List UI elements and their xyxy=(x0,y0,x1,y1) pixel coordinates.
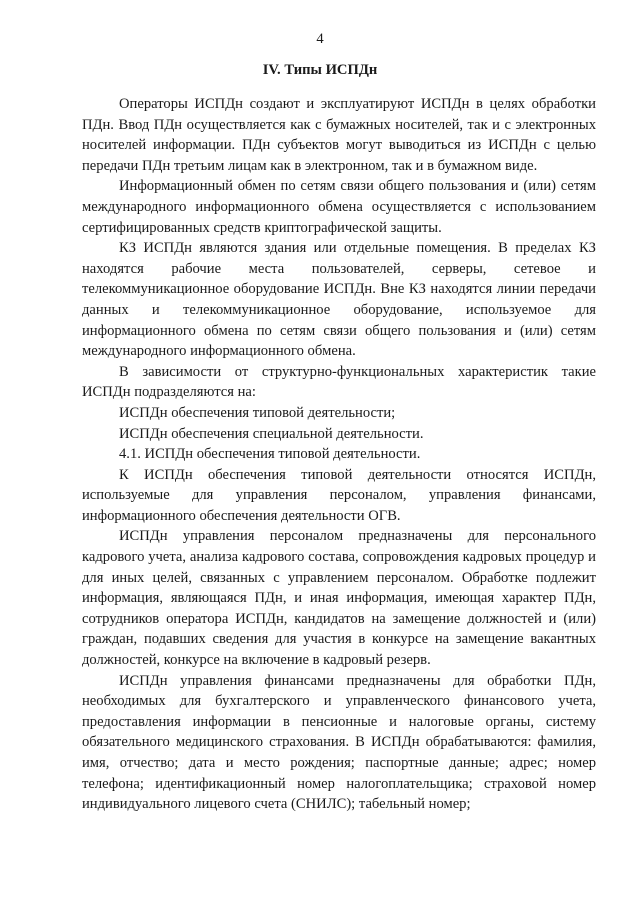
paragraph-controlled-zone: КЗ ИСПДн являются здания или отдельные помещения. В пределах КЗ находятся рабочие места пользователей, серверы, сетевое и телекоммуникационное оборудование ИСПДн. Вне КЗ находятся линии передачи данных и телекоммуникационное оборудование, используемое для информационного обмена по сетям связи общего пользования и (или) сетям международного информационного обмена. xyxy=(82,240,596,360)
section-heading: IV. Типы ИСПДн xyxy=(262,62,378,78)
paragraph-typical-activity-systems: К ИСПДн обеспечения типовой деятельности относятся ИСПДн, используемые для управления персоналом, управления финансами, информационного обеспечения деятельности ОГВ. xyxy=(82,466,596,524)
subsection-heading-4-1: 4.1. ИСПДн обеспечения типовой деятельности. xyxy=(119,446,421,463)
paragraph-operators: Операторы ИСПДн создают и эксплуатируют ИСПДн в целях обработки ПДн. Ввод ПДн осуществляется как с бумажных носителей, так и с электронных носителей информации. ПДн субъектов могут выводиться из ИСПДн с целью передачи ПДн третьим лицам как в электронном, так и в бумажном виде. xyxy=(82,96,596,174)
paragraph-personnel-management: ИСПДн управления персоналом предназначены для персонального кадрового учета, анализа кадрового состава, сопровождения кадровых процедур и для иных целей, связанных с управлением персоналом. Обработке подлежит информация, являющаяся ПДн, и иная информация, имеющая характер ПДн, сотрудников оператора ИСПДн, кандидатов на замещение должностей и (или) граждан, подавших сведения для участия в конкурсе на замещение вакантных должностей, конкурсе на включение в кадровый резерв. xyxy=(82,528,596,669)
list-item-typical-activity: ИСПДн обеспечения типовой деятельности; xyxy=(119,404,396,421)
page-number: 4 xyxy=(316,31,324,47)
document-body xyxy=(82,94,596,815)
list-item-special-activity: ИСПДн обеспечения специальной деятельности. xyxy=(119,425,424,442)
paragraph-financial-management: ИСПДн управления финансами предназначены для обработки ПДн, необходимых для бухгалтерского и управленческого финансового учета, предоставления информации в пенсионные и налоговые органы, систему обязательного медицинского страхования. В ИСПДн обрабатываются: фамилия, имя, отчество; дата и место рождения; паспортные данные; адрес; номер телефона; идентификационный номер налогоплательщика; страховой номер индивидуального лицевого счета (СНИЛС); табельный номер; xyxy=(82,672,596,813)
paragraph-classification-intro: В зависимости от структурно-функциональных характеристик такие ИСПДн подразделяются на: xyxy=(82,363,596,401)
paragraph-information-exchange: Информационный обмен по сетям связи общего пользования и (или) сетям международного информационного обмена осуществляется с использованием сертифицированных средств криптографической защиты. xyxy=(82,178,596,236)
